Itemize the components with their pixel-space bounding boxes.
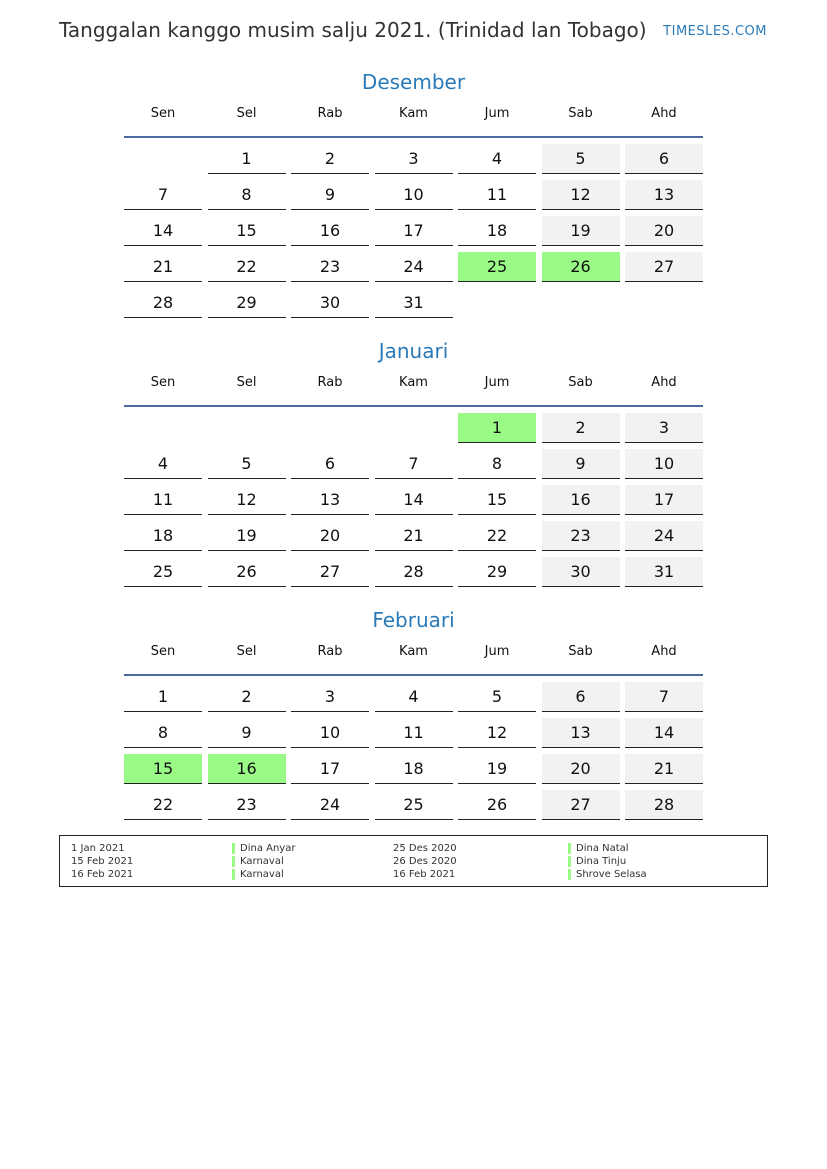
day-cell: 14	[625, 718, 703, 748]
day-cell: 1	[208, 144, 286, 174]
holiday-day-cell: 26	[542, 252, 620, 282]
day-cell: 6	[291, 449, 369, 479]
day-cell: 3	[291, 682, 369, 712]
legend-date: 26 Des 2020	[393, 856, 457, 867]
weekday-label: Kam	[399, 106, 428, 121]
day-cell: 25	[375, 790, 453, 820]
day-cell: 19	[542, 216, 620, 246]
holiday-marker-icon	[232, 843, 235, 854]
day-cell: 31	[625, 557, 703, 587]
day-cell: 23	[291, 252, 369, 282]
day-cell: 24	[375, 252, 453, 282]
day-cell: 18	[124, 521, 202, 551]
weekday-label: Rab	[317, 106, 343, 121]
day-cell: 10	[291, 718, 369, 748]
day-cell: 6	[625, 144, 703, 174]
weekday-header	[124, 106, 703, 138]
holiday-day-cell: 25	[458, 252, 536, 282]
holiday-marker-icon	[232, 856, 235, 867]
weekday-label: Sab	[568, 106, 593, 121]
day-cell: 27	[291, 557, 369, 587]
month-januari	[124, 337, 703, 581]
legend-date: 1 Jan 2021	[71, 843, 125, 854]
day-cell: 17	[625, 485, 703, 515]
weekday-header	[124, 644, 703, 676]
day-cell: 4	[458, 144, 536, 174]
day-cell: 20	[291, 521, 369, 551]
holiday-marker-icon	[568, 843, 571, 854]
day-cell: 4	[124, 449, 202, 479]
weekday-label: Ahd	[651, 644, 677, 659]
weekday-label: Rab	[317, 644, 343, 659]
day-cell: 5	[458, 682, 536, 712]
legend-date: 16 Feb 2021	[71, 869, 134, 880]
day-cell: 8	[124, 718, 202, 748]
day-cell: 30	[542, 557, 620, 587]
day-cell: 31	[375, 288, 453, 318]
weekday-label: Ahd	[651, 106, 677, 121]
day-cell: 8	[458, 449, 536, 479]
day-cell: 26	[458, 790, 536, 820]
day-cell: 14	[375, 485, 453, 515]
weekday-label: Sen	[150, 375, 176, 390]
weekday-label: Sen	[150, 644, 176, 659]
month-title: Desember	[361, 70, 466, 94]
day-cell: 2	[291, 144, 369, 174]
day-cell: 19	[458, 754, 536, 784]
day-cell: 15	[208, 216, 286, 246]
day-cell: 20	[625, 216, 703, 246]
day-cell: 2	[542, 413, 620, 443]
day-cell: 28	[625, 790, 703, 820]
month-desember	[124, 68, 703, 312]
day-cell: 7	[375, 449, 453, 479]
day-cell: 29	[458, 557, 536, 587]
weekday-label: Sen	[150, 106, 176, 121]
weekday-header	[124, 375, 703, 407]
holiday-legend	[59, 835, 768, 887]
day-cell: 8	[208, 180, 286, 210]
day-cell: 24	[625, 521, 703, 551]
legend-date: 16 Feb 2021	[393, 869, 456, 880]
legend-row	[60, 855, 767, 868]
legend-name: Karnaval	[232, 855, 284, 868]
day-cell: 1	[124, 682, 202, 712]
day-cell: 18	[375, 754, 453, 784]
day-cell: 28	[375, 557, 453, 587]
day-cell: 23	[208, 790, 286, 820]
day-cell: 23	[542, 521, 620, 551]
weekday-label: Ahd	[651, 375, 677, 390]
holiday-marker-icon	[568, 869, 571, 880]
day-cell: 9	[291, 180, 369, 210]
day-cell: 11	[124, 485, 202, 515]
day-cell: 9	[542, 449, 620, 479]
day-cell: 13	[291, 485, 369, 515]
day-cell: 11	[458, 180, 536, 210]
day-cell: 29	[208, 288, 286, 318]
day-cell: 30	[291, 288, 369, 318]
legend-row	[60, 868, 767, 881]
day-cell: 12	[542, 180, 620, 210]
day-cell: 21	[625, 754, 703, 784]
day-cell: 13	[625, 180, 703, 210]
day-cell: 22	[208, 252, 286, 282]
day-cell: 7	[625, 682, 703, 712]
day-cell: 25	[124, 557, 202, 587]
day-cell: 20	[542, 754, 620, 784]
legend-name: Shrove Selasa	[568, 868, 647, 881]
day-cell: 12	[458, 718, 536, 748]
legend-date: 15 Feb 2021	[71, 856, 134, 867]
holiday-marker-icon	[568, 856, 571, 867]
day-cell: 10	[625, 449, 703, 479]
day-cell: 15	[458, 485, 536, 515]
day-cell: 9	[208, 718, 286, 748]
weekday-label: Sel	[236, 106, 257, 121]
day-cell: 5	[542, 144, 620, 174]
weekday-label: Kam	[399, 644, 428, 659]
legend-name: Dina Tinju	[568, 855, 626, 868]
day-cell: 17	[291, 754, 369, 784]
legend-name: Dina Natal	[568, 842, 629, 855]
day-cell: 16	[542, 485, 620, 515]
holiday-day-cell: 16	[208, 754, 286, 784]
day-cell: 3	[375, 144, 453, 174]
legend-date: 25 Des 2020	[393, 843, 457, 854]
page-title: Tanggalan kanggo musim salju 2021. (Trinidad lan Tobago)	[59, 18, 647, 42]
day-cell: 3	[625, 413, 703, 443]
weekday-label: Rab	[317, 375, 343, 390]
day-cell: 7	[124, 180, 202, 210]
weekday-label: Sel	[236, 375, 257, 390]
day-cell: 11	[375, 718, 453, 748]
month-title: Januari	[378, 339, 449, 363]
day-cell: 26	[208, 557, 286, 587]
day-cell: 18	[458, 216, 536, 246]
day-cell: 24	[291, 790, 369, 820]
day-cell: 13	[542, 718, 620, 748]
weekday-label: Kam	[399, 375, 428, 390]
day-cell: 22	[458, 521, 536, 551]
weekday-label: Jum	[484, 644, 510, 659]
legend-name: Karnaval	[232, 868, 284, 881]
day-cell: 22	[124, 790, 202, 820]
day-cell: 10	[375, 180, 453, 210]
holiday-day-cell: 1	[458, 413, 536, 443]
day-cell: 21	[124, 252, 202, 282]
day-cell: 19	[208, 521, 286, 551]
holiday-marker-icon	[232, 869, 235, 880]
day-cell: 2	[208, 682, 286, 712]
day-cell: 6	[542, 682, 620, 712]
day-cell: 4	[375, 682, 453, 712]
day-cell: 28	[124, 288, 202, 318]
day-cell: 5	[208, 449, 286, 479]
day-cell: 14	[124, 216, 202, 246]
month-title: Februari	[372, 608, 455, 632]
month-februari	[124, 606, 703, 814]
brand-link[interactable]: TIMESLES.COM	[663, 24, 767, 39]
legend-name: Dina Anyar	[232, 842, 295, 855]
day-cell: 17	[375, 216, 453, 246]
day-cell: 16	[291, 216, 369, 246]
day-cell: 12	[208, 485, 286, 515]
weekday-label: Sab	[568, 644, 593, 659]
day-cell: 27	[542, 790, 620, 820]
weekday-label: Jum	[484, 106, 510, 121]
day-cell: 27	[625, 252, 703, 282]
holiday-day-cell: 15	[124, 754, 202, 784]
weekday-label: Jum	[484, 375, 510, 390]
weekday-label: Sab	[568, 375, 593, 390]
day-cell: 21	[375, 521, 453, 551]
legend-row	[60, 842, 767, 855]
weekday-label: Sel	[236, 644, 257, 659]
